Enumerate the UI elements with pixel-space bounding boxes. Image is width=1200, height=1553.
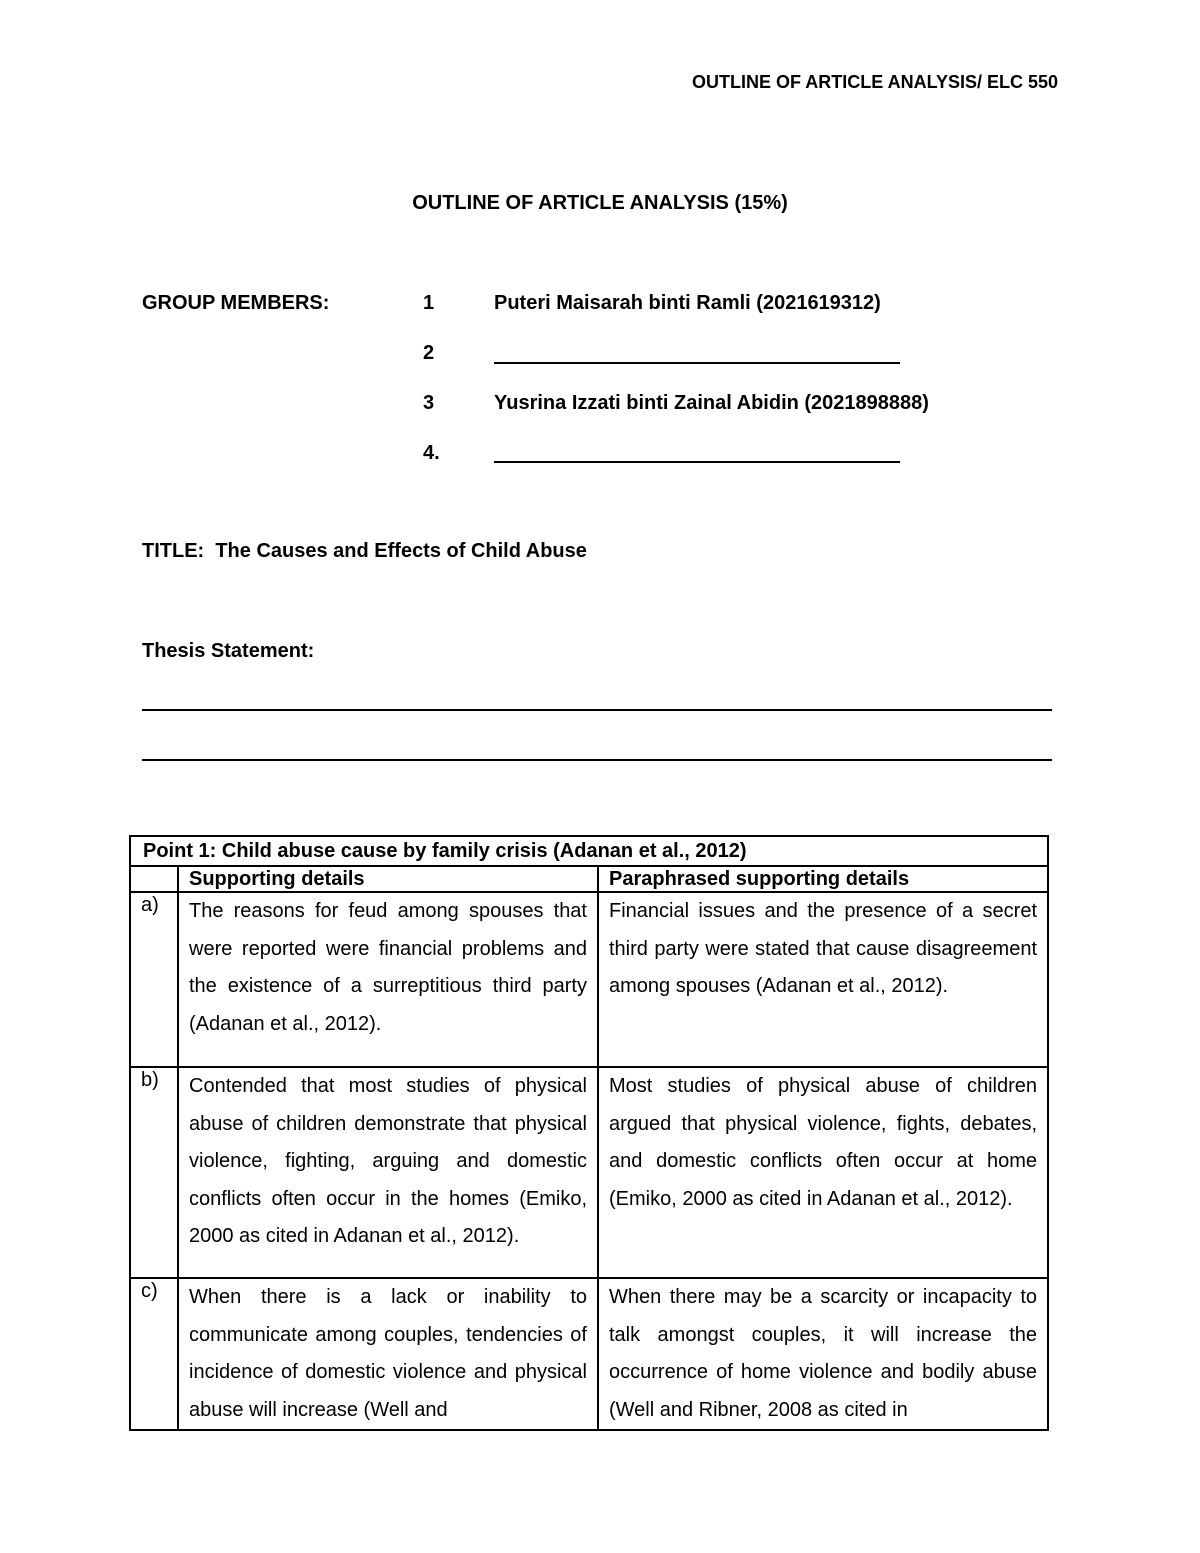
paraphrased-cell: When there may be a scarcity or incapacity to talk amongst couples, it will increase the occurrence of home violence and bodily abuse (Well and Ribner, 2008 as cited in [598, 1278, 1048, 1430]
member-name: Yusrina Izzati binti Zainal Abidin (2021898888) [494, 392, 929, 414]
member-name: Puteri Maisarah binti Ramli (2021619312) [494, 292, 881, 314]
column-header-row [130, 866, 1048, 892]
member-number: 3 [423, 392, 435, 414]
group-members-label: GROUP MEMBERS: [142, 292, 330, 314]
member-number: 4. [423, 442, 440, 464]
supporting-cell: Contended that most studies of physical abuse of children demonstrate that physical violence, fighting, arguing and domestic conflicts often occur in the homes (Emiko, 2000 as cited in Adanan et al., 2012). [178, 1067, 598, 1278]
title-value: The Causes and Effects of Child Abuse [215, 540, 587, 562]
title-label: TITLE: [142, 540, 205, 562]
row-label: b) [130, 1067, 178, 1278]
running-header: OUTLINE OF ARTICLE ANALYSIS/ ELC 550 [691, 72, 1058, 92]
row-label: c) [130, 1278, 178, 1430]
point-header-row [130, 836, 1048, 866]
thesis-blank-line [142, 709, 1052, 711]
thesis-label: Thesis Statement: [142, 640, 315, 662]
table-row [130, 1067, 1048, 1278]
member-blank-line [494, 461, 900, 463]
paraphrased-column-header: Paraphrased supporting details [598, 866, 1048, 892]
table-row [130, 1278, 1048, 1430]
point-heading: Point 1: Child abuse cause by family crisis (Adanan et al., 2012) [130, 836, 1048, 866]
table-row [130, 892, 1048, 1067]
member-number: 2 [423, 342, 435, 364]
paraphrased-cell: Financial issues and the presence of a secret third party were stated that cause disagreement among spouses (Adanan et al., 2012). [598, 892, 1048, 1067]
label-column-header [130, 866, 178, 892]
title-field [142, 540, 587, 563]
thesis-blank-line [142, 759, 1052, 761]
supporting-cell: The reasons for feud among spouses that were reported were financial problems and the existence of a surreptitious third party (Adanan et al., 2012). [178, 892, 598, 1067]
outline-table [129, 835, 1049, 1431]
row-label: a) [130, 892, 178, 1067]
supporting-cell: When there is a lack or inability to communicate among couples, tendencies of incidence of domestic violence and physical abuse will increase (Well and [178, 1278, 598, 1430]
member-blank-line [494, 362, 900, 364]
document-title: OUTLINE OF ARTICLE ANALYSIS (15%) [412, 192, 788, 214]
paraphrased-cell: Most studies of physical abuse of children argued that physical violence, fights, debates, and domestic conflicts often occur at home (Emiko, 2000 as cited in Adanan et al., 2012). [598, 1067, 1048, 1278]
member-number: 1 [423, 292, 435, 314]
supporting-column-header: Supporting details [178, 866, 598, 892]
